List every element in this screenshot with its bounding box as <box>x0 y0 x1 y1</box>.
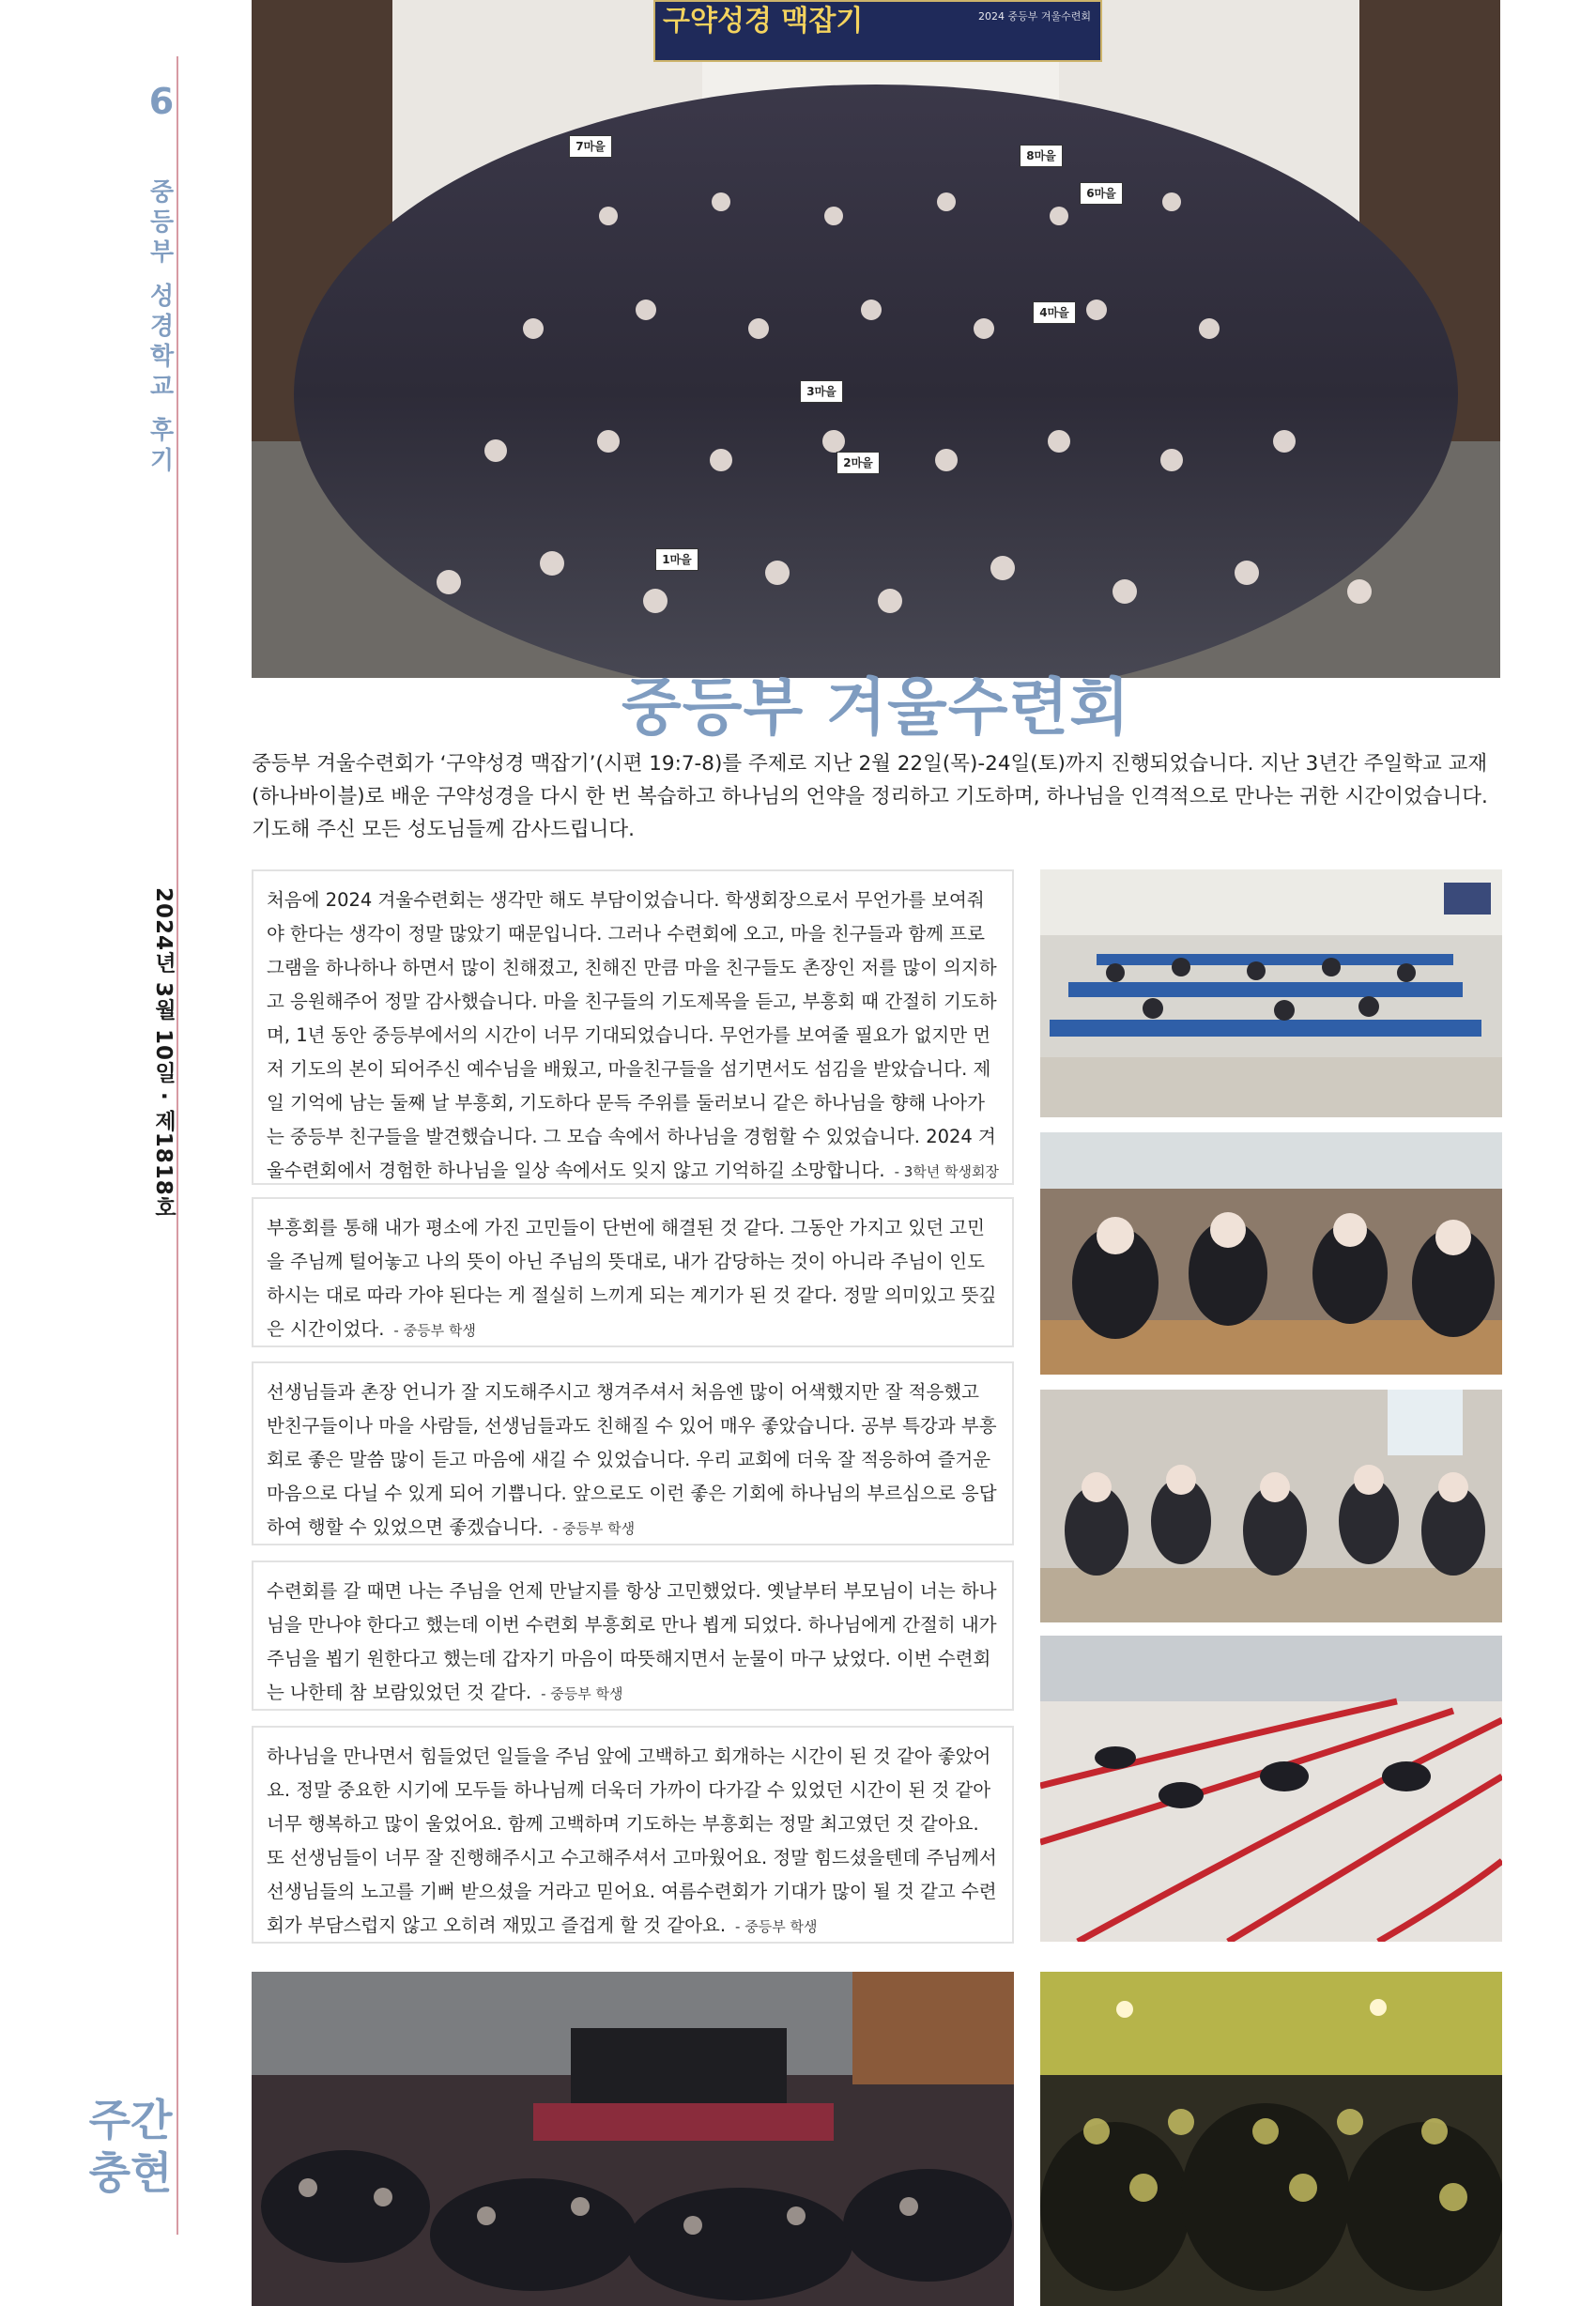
group-sign: 8마을 <box>1020 145 1063 167</box>
group-sign: 1마을 <box>655 548 698 571</box>
testimonial-text: 수련회를 갈 때면 나는 주님을 언제 만날지를 항상 고민했었다. 옛날부터 부모님이 너는 하나님을 만나야 한다고 했는데 이번 수련회 부흥회로 만나 뵙게 되었다. 하나님에게 간절히 내가 주님을 뵙기 원한다고 했는데 갑자기 마음이 따뜻해지면서 눈물이 마구 났었다. 이번 수련회는 나한테 참 보람있었던 것 같다. <box>267 1580 997 1703</box>
testimonial-author: - 3학년 학생회장 <box>894 1163 1000 1180</box>
group-sign: 4마을 <box>1033 301 1076 324</box>
masthead <box>79 2094 182 2199</box>
photo-students-pews <box>1040 1132 1502 1375</box>
photo-lecture-hall <box>1040 869 1502 1117</box>
group-sign: 2마을 <box>836 452 880 474</box>
testimonial-box <box>252 1361 1014 1545</box>
photo-worship-prayer <box>1040 1972 1502 2306</box>
testimonial-author: - 중등부 학생 <box>735 1918 818 1935</box>
photo-worship-stage <box>252 1972 1014 2306</box>
testimonial-text: 처음에 2024 겨울수련회는 생각만 해도 부담이었습니다. 학생회장으로서 무언가를 보여줘야 한다는 생각이 정말 많았기 때문입니다. 그러나 수련회에 오고, 마을 친구들과 함께 프로그램을 하나하나 하면서 많이 친해졌고, 친해진 만큼 마을 친구들도 촌장인 저를 많이 의지하고 응원해주어 정말 감사했습니다. 마을 친구들의 기도제목을 듣고, 부흥회 때 간절히 기도하며, 1년 동안 중등부에서의 시간이 너무 기대되었습니다. 무언가를 보여줄 필요가 없지만 먼저 기도의 본이 되어주신 예수님을 배웠고, 마을친구들을 섬기면서도 섬김을 받았습니다. 제일 기억에 남는 둘째 날 부흥회, 기도하다 문득 주위를 둘러보니 같은 하나님을 향해 나아가는 중등부 친구들을 발견했습니다. 그 모습 속에서 하나님을 경험할 수 있었습니다. 2024 겨울수련회에서 경험한 하나님을 일상 속에서도 잊지 않고 기억하길 소망합니다. <box>267 889 997 1181</box>
banner-subtitle: 2024 중등부 겨울수련회 <box>978 10 1091 23</box>
photo-snow-sledding <box>1040 1636 1502 1942</box>
testimonial-box <box>252 869 1014 1185</box>
testimonial-box <box>252 1560 1014 1711</box>
article-lead: 중등부 겨울수련회가 ‘구약성경 맥잡기’(시편 19:7-8)를 주제로 지난 2월 22일(목)-24일(토)까지 진행되었습니다. 지난 3년간 주일학교 교재(하나바이블)로 배운 구약성경을 다시 한 번 복습하고 하나님의 언약을 정리하고 기도하며, 하나님을 인격적으로 만나는 귀한 시간이었습니다. 기도해 주신 모든 성도님들께 감사드립니다. <box>252 752 1488 841</box>
masthead-line-1: 주간 <box>88 2095 173 2145</box>
testimonial-box <box>252 1726 1014 1944</box>
event-banner <box>653 0 1102 62</box>
group-photo <box>252 0 1500 678</box>
banner-title: 구약성경 맥잡기 <box>663 5 864 38</box>
issue-date: 2024년 3월 10일 · 제1818호 <box>151 887 176 1219</box>
testimonial-box <box>252 1197 1014 1347</box>
masthead-line-2: 충현 <box>88 2147 173 2198</box>
testimonial-text: 선생님들과 촌장 언니가 잘 지도해주시고 챙겨주셔서 처음엔 많이 어색했지만 잘 적응했고 반친구들이나 마을 사람들, 선생님들과도 친해질 수 있어 매우 좋았습니다. 공부 특강과 부흥회로 좋은 말씀 많이 듣고 마음에 새길 수 있었습니다. 우리 교회에 더욱 잘 적응하여 즐거운 마음으로 다닐 수 있게 되어 기쁩니다. 앞으로도 이런 좋은 기회에 하나님의 부르심으로 응답하여 행할 수 있었으면 좋겠습니다. <box>267 1381 997 1538</box>
testimonial-author: - 중등부 학생 <box>552 1520 636 1537</box>
photo-students-floor <box>1040 1390 1502 1622</box>
testimonial-author: - 중등부 학생 <box>393 1322 476 1339</box>
article-title: 중등부 겨울수련회 <box>621 671 1131 744</box>
group-sign: 3마을 <box>800 380 843 403</box>
section-title: 중등부 성경학교 후기 <box>146 178 174 478</box>
group-sign: 7마을 <box>569 135 612 158</box>
testimonial-author: - 중등부 학생 <box>541 1685 623 1702</box>
testimonial-text: 하나님을 만나면서 힘들었던 일들을 주님 앞에 고백하고 회개하는 시간이 된 것 같아 좋았어요. 정말 중요한 시기에 모두들 하나님께 더욱더 가까이 다가갈 수 있었던 시간이 된 것 같아 너무 행복하고 많이 울었어요. 함께 고백하며 기도하는 부흥회는 정말 최고였던 것 같아요. 또 선생님들이 너무 잘 진행해주시고 수고해주셔서 고마웠어요. 정말 힘드셨을텐데 주님께서 선생님들의 노고를 기뻐 받으셨을 거라고 믿어요. 여름수련회가 기대가 많이 될 것 같고 수련회가 부담스럽지 않고 오히려 재밌고 즐겁게 할 것 같아요. <box>267 1745 997 1936</box>
testimonial-text: 부흥회를 통해 내가 평소에 가진 고민들이 단번에 해결된 것 같다. 그동안 가지고 있던 고민을 주님께 털어놓고 나의 뜻이 아닌 주님의 뜻대로, 내가 감당하는 것이 아니라 주님이 인도하시는 대로 따라 가야 된다는 게 절실히 느끼게 되는 계기가 된 것 같다. 정말 의미있고 뜻깊은 시간이었다. <box>267 1217 997 1340</box>
page-number: 6 <box>148 81 175 122</box>
group-sign: 6마을 <box>1080 182 1123 205</box>
